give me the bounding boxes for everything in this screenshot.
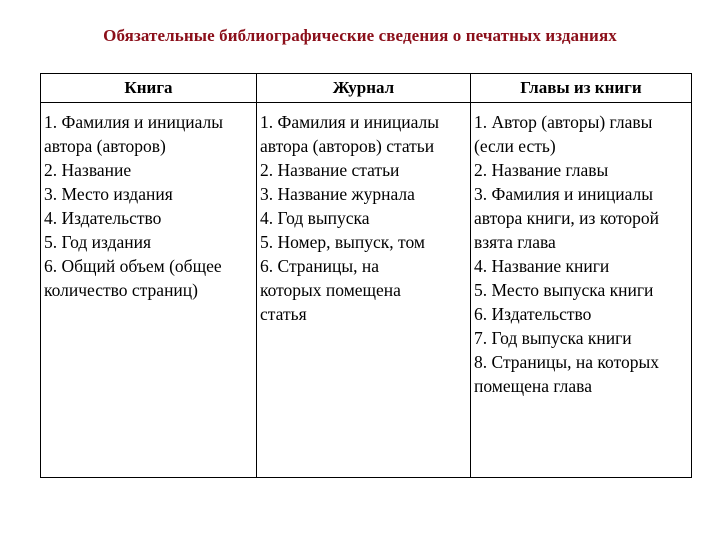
- list-item: 4. Издательство: [44, 208, 162, 228]
- list-item: 3. Место издания: [44, 184, 173, 204]
- list-item: 3. Название журнала: [260, 184, 415, 204]
- list-item: автора (авторов): [44, 136, 166, 156]
- list-item: 2. Название главы: [474, 160, 609, 180]
- list-item: количество страниц): [44, 280, 198, 300]
- list-item: взята глава: [474, 232, 556, 252]
- column-header-chapters: Главы из книги: [471, 74, 692, 103]
- list-item: 6. Страницы, на: [260, 256, 380, 276]
- list-item: помещена глава: [474, 376, 592, 396]
- list-item: 6. Издательство: [474, 304, 592, 324]
- column-header-book: Книга: [41, 74, 257, 103]
- table-header-row: [41, 74, 692, 103]
- list-item: 2. Название: [44, 160, 132, 180]
- list-item: 1. Фамилия и инициалы: [44, 112, 224, 132]
- list-item: статья: [260, 304, 307, 324]
- page-title: Обязательные библиографические сведения о печатных изданиях: [103, 26, 617, 45]
- list-item: 1. Фамилия и инициалы: [260, 112, 440, 132]
- list-item: 5. Место выпуска книги: [474, 280, 654, 300]
- list-item: 5. Год издания: [44, 232, 152, 252]
- chapters-column-cell: [471, 103, 692, 478]
- list-item: (если есть): [474, 136, 556, 156]
- list-item: 3. Фамилия и инициалы: [474, 184, 654, 204]
- journal-column-cell: [257, 103, 471, 478]
- list-item: автора книги, из которой: [474, 208, 659, 228]
- list-item: которых помещена: [260, 280, 401, 300]
- list-item: автора (авторов) статьи: [260, 136, 435, 156]
- column-header-journal: Журнал: [257, 74, 471, 103]
- list-item: 8. Страницы, на которых: [474, 352, 659, 372]
- list-item: 2. Название статьи: [260, 160, 400, 180]
- book-column-cell: [41, 103, 257, 478]
- bibliography-table: [40, 73, 692, 478]
- list-item: 4. Год выпуска: [260, 208, 370, 228]
- list-item: 1. Автор (авторы) главы: [474, 112, 653, 132]
- table-row: [41, 103, 692, 478]
- list-item: 6. Общий объем (общее: [44, 256, 222, 276]
- list-item: 4. Название книги: [474, 256, 610, 276]
- list-item: 7. Год выпуска книги: [474, 328, 632, 348]
- list-item: 5. Номер, выпуск, том: [260, 232, 425, 252]
